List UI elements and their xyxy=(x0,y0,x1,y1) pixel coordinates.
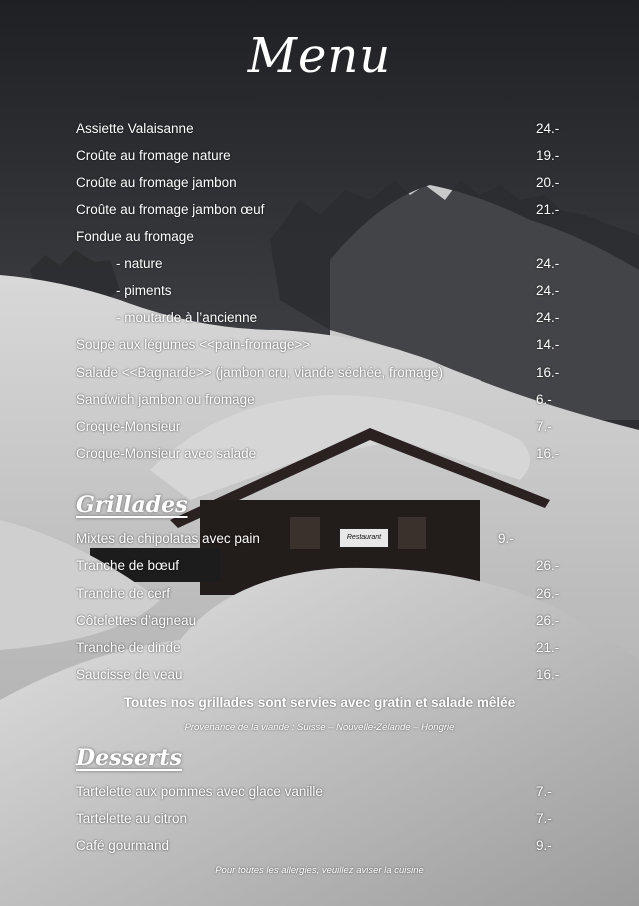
menu-subitem xyxy=(76,307,566,329)
item-name: Tranche de bœuf xyxy=(76,558,180,573)
menu-item xyxy=(76,226,566,248)
item-name: Soupe aux légumes <<pain-fromage>> xyxy=(76,337,311,352)
item-price: 9.- xyxy=(498,531,514,546)
item-price: 24.- xyxy=(536,121,560,136)
item-price: 24.- xyxy=(536,310,560,325)
menu-item xyxy=(76,835,566,857)
restaurant-sign: Restaurant xyxy=(339,528,389,548)
menu-item xyxy=(76,362,566,384)
menu-item xyxy=(76,583,566,605)
menu-item xyxy=(76,808,566,830)
menu-item xyxy=(76,389,566,411)
item-price: 26.- xyxy=(536,558,560,573)
item-name: - piments xyxy=(116,283,172,298)
item-price: 19.- xyxy=(536,148,560,163)
grillades-note: Toutes nos grillades sont servies avec gratin et salade mêlée xyxy=(123,695,516,710)
item-name: Assiette Valaisanne xyxy=(76,121,194,136)
item-name: - moutarde à l’ancienne xyxy=(116,310,258,325)
item-price: 24.- xyxy=(536,283,560,298)
item-name: Fondue au fromage xyxy=(76,229,194,244)
menu-item xyxy=(76,781,566,803)
item-name: Tartelette aux pommes avec glace vanille xyxy=(76,784,323,799)
page-title: Menu xyxy=(247,28,392,84)
item-name: Croûte au fromage nature xyxy=(76,148,231,163)
item-price: 7.- xyxy=(536,419,552,434)
menu-item xyxy=(76,555,566,577)
menu-item xyxy=(76,443,566,465)
item-name: Saucisse de veau xyxy=(76,667,183,682)
section-heading-grillades: Grillades xyxy=(76,492,188,518)
item-name: Café gourmand xyxy=(76,838,170,853)
item-name: Croque-Monsieur xyxy=(76,419,181,434)
item-price: 7.- xyxy=(536,784,552,799)
menu-subitem xyxy=(76,253,566,275)
item-price: 24.- xyxy=(536,256,560,271)
menu-item xyxy=(76,334,566,356)
menu-item xyxy=(76,664,566,686)
item-name: Croûte au fromage jambon œuf xyxy=(76,202,265,217)
item-name: Sandwich jambon ou fromage xyxy=(76,392,255,407)
item-name: Croûte au fromage jambon xyxy=(76,175,237,190)
menu-item xyxy=(76,145,566,167)
item-name: - nature xyxy=(116,256,163,271)
item-name: Tranche de dinde xyxy=(76,640,181,655)
menu-item xyxy=(76,172,566,194)
item-name: Mixtes de chipolatas avec pain xyxy=(76,531,260,546)
menu-subitem xyxy=(76,280,566,302)
allergy-footer: Pour toutes les allergies, veuillez aviser la cuisine xyxy=(215,865,424,876)
menu-item xyxy=(76,637,566,659)
item-name: Côtelettes d’agneau xyxy=(76,613,197,628)
section-heading-desserts: Desserts xyxy=(76,745,182,771)
item-price: 16.- xyxy=(536,667,560,682)
item-price: 21.- xyxy=(536,202,560,217)
item-price: 16.- xyxy=(536,446,560,461)
menu-item xyxy=(76,118,566,140)
item-price: 14.- xyxy=(536,337,560,352)
item-name: Tranche de cerf xyxy=(76,586,171,601)
item-price: 26.- xyxy=(536,586,560,601)
menu-item xyxy=(76,416,566,438)
item-price: 6.- xyxy=(536,392,552,407)
item-price: 7.- xyxy=(536,811,552,826)
item-name: Tartelette au citron xyxy=(76,811,188,826)
item-name: Croque-Monsieur avec salade xyxy=(76,446,257,461)
menu-item xyxy=(76,610,566,632)
item-price: 16.- xyxy=(536,365,560,380)
menu-item xyxy=(76,199,566,221)
item-price: 26.- xyxy=(536,613,560,628)
meat-origin-note: Provenance de la viande : Suisse – Nouvelle-Zélande – Hongrie xyxy=(184,722,455,733)
menu-item xyxy=(76,528,566,550)
item-price: 20.- xyxy=(536,175,560,190)
item-price: 21.- xyxy=(536,640,560,655)
item-price: 9.- xyxy=(536,838,552,853)
item-name: Salade <<Bagnarde>> (jambon cru, viande séchée, fromage) xyxy=(76,365,443,380)
